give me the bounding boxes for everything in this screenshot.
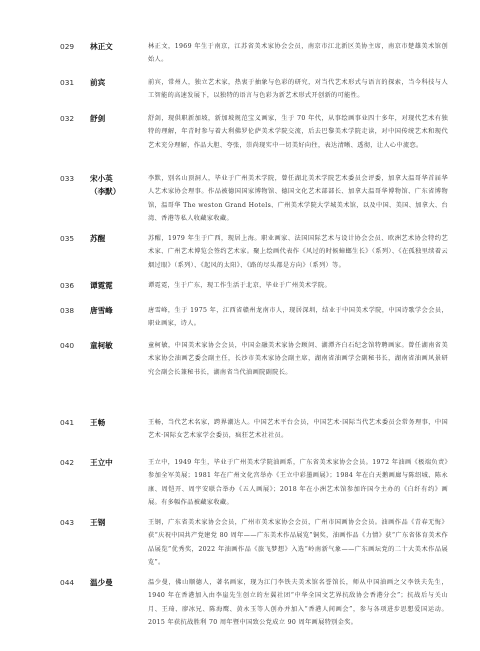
- artist-name: 童柯敏: [90, 341, 113, 350]
- artist-name: 王立中: [90, 458, 113, 467]
- artist-bio: 童柯敏，中国美术家协会会员，中国金融美术家协会顾问、湖潭齐白石纪念馆特聘画家。曾任湖南省美术家协会油画艺委会副主任，长沙市美术家协会副主席，湖南省油画学会副秘书长，湖南省油画风景研究会副会长兼秘书长，湖南省当代油画院副院长。: [148, 342, 448, 376]
- entry-number: 038: [60, 306, 75, 315]
- artist-name: 苏醒: [90, 234, 106, 243]
- artist-name: 王钢: [90, 518, 106, 527]
- entry-number: 036: [60, 281, 75, 290]
- artist-bio: 舒剑，现供职新加坡，新加坡规范宝义画家，生于 70 年代，从事绘画事业四十多年，对现代艺术有独特的理解，年青时参与着大利佛罗伦萨美术学院交流，后去巴黎美术学院走读，对中国传统艺术和现代艺术充分理解，作品大胆、夸张，崇尚现实中一切美好向往，表达清晰、透彻，让人心中流恋。: [148, 115, 448, 149]
- artist-bio: 王立中，1949 年生，毕业于广州美术学院油画系，广东省美术家协会会员。1972 年油画《极端负责》参加全军美展；1981 年在广州文化宫举办《王立中彩墨画展》；1984 年在白天鹅画廊与陈绍城、陈永康、周恺开、周宇安联合举办《五人画展》；2018 年在小洲艺术馆参加许国令主办的《白纤有约》画展。有多幅作品被藏家收藏。: [148, 459, 448, 507]
- artist-bio: 谭霓霓，生于广东，现工作生活于北京，毕业于广州美术学院。: [148, 282, 332, 289]
- artist-name: 林正文: [90, 42, 113, 51]
- entry-number: 032: [60, 114, 75, 123]
- artist-name: 舒剑: [90, 114, 106, 123]
- entry-number: 044: [60, 578, 75, 587]
- artist-bio: 唐雪峰，生于 1975 年，江西省赣州龙南市人，现居深圳，结业于中国美术学院，中国诗歌学会会员，职业画家，诗人。: [148, 307, 448, 328]
- artist-name: 温少曼: [90, 578, 113, 587]
- entry-number: 031: [60, 78, 75, 87]
- artist-bio: 王钢，广东省美术家协会会员，广州市美术家协会会员，广州市国画协会会员。油画作品《青春无悔》获“庆祝中国共产党建党 80 周年——广东美术作品展览”铜奖，油画作品《力情》获“广东省体育美术作品展览”优秀奖，2022 年油画作品《旅飞梦想》入选“岭南新气象——广东画坛党的二十大美术作品展览”。: [148, 519, 448, 567]
- entry-number: 040: [60, 341, 75, 350]
- entry-number: 029: [60, 42, 75, 51]
- artist-name: 宋小英 （李默）: [90, 174, 121, 196]
- entry-number: 033: [60, 174, 75, 183]
- artist-bio: 林正文，1969 年生于南京，江苏省美术家协会会员，南京市江北新区美协主席，南京市楚雄美术馆创始人。: [148, 43, 448, 64]
- artist-bio: 李默，别名山顶洞人，毕业于广州美术学院，曾任湖北美术学院艺术委员会评委，加拿大温哥华首届华人艺术家协会理事。作品被德国国家博物馆、德国文化艺术部部长、加拿大温哥华博物馆、广东省博物馆，温哥华 The weston Grand Hotels、广州美术学院大学城美术馆，以及中国、美国、加拿大、台湾、香港等私人收藏家收藏。: [148, 175, 448, 223]
- artist-bio: 前宾，常州人，独立艺术家，热衷于抽象与色彩的研究，对当代艺术形式与语言的探索，当今科技与人工智能的高速发展下，以独特的语言与色彩为新艺术形式开创新的可能性。: [148, 79, 448, 100]
- artist-name: 王畅: [90, 418, 106, 427]
- artist-name: 前宾: [90, 78, 106, 87]
- artist-bio: 温少曼，佛山顺德人，著名画家，现为江门李铁夫美术馆名誉馆长，师从中国油画之父李铁夫先生，1940 年在香港加入由李崖先生创立的左翼社团“中华全国文艺界抗敌协会香港分会”；抗战后与关山月、王琦、廖冰兄、陈海鹰、黄永玉等人创办并加入“香港人间画会”，参与各项进步思想爱国运动。2015 年获抗战胜利 70 周年暨中国致公党成立 90 周年画展特别金奖。: [148, 579, 448, 627]
- artist-name: 谭霓霓: [90, 281, 113, 290]
- entry-number: 041: [60, 418, 75, 427]
- artist-bio: 苏醒，1979 年生于广西，现居上海。职业画家、法国国际艺术与设计协会会员、欧洲艺术协会特约艺术家、广州艺术博览会签约艺术家。聚上绘画代表作《风过的时候蟑螂生长》（系列）、《在孤独里续着云烟过眼》（系列）、《起风的太阳》、《路的尽头都是方向》（系列）等。: [148, 235, 448, 269]
- artist-name: 唐雪峰: [90, 306, 113, 315]
- entry-number: 035: [60, 234, 75, 243]
- entry-number: 042: [60, 458, 75, 467]
- entry-number: 043: [60, 518, 75, 527]
- artist-bio: 王畅，当代艺术名家，跨界潮达人。中国艺术平台会员，中国艺术·国际当代艺术委员会常务理事，中国艺术·国际女艺术家学会委员，疯狂艺术社社员。: [148, 419, 448, 440]
